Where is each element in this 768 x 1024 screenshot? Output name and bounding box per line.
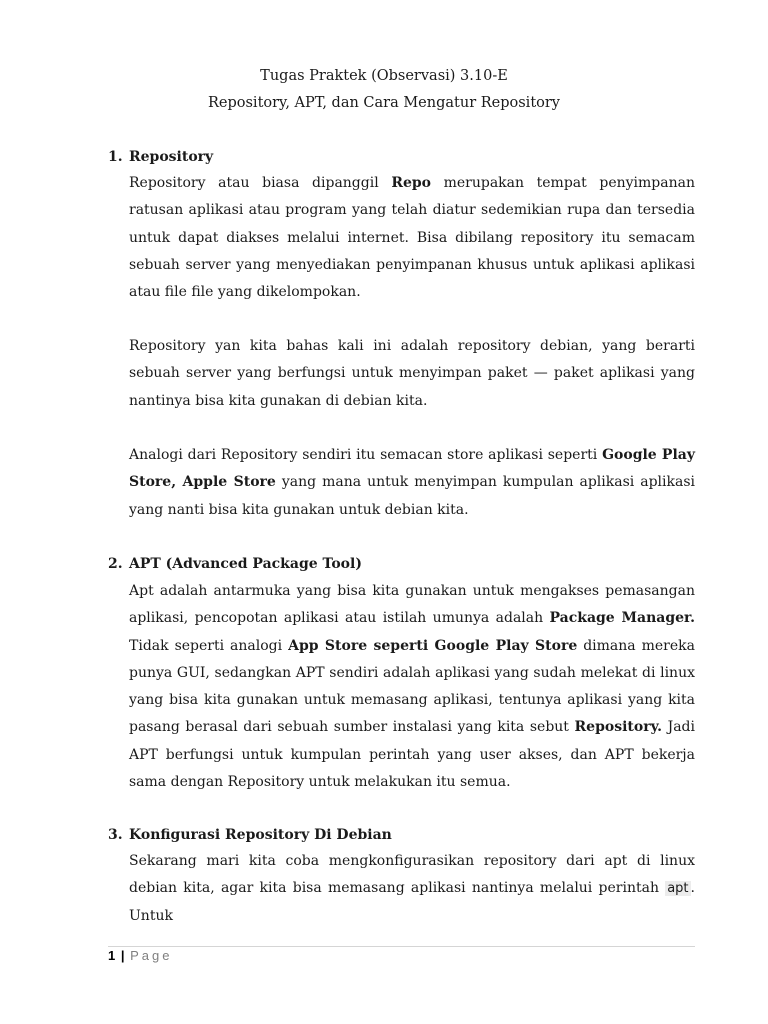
section-title: APT (Advanced Package Tool) xyxy=(129,556,362,572)
text-run: Tidak seperti analogi xyxy=(129,637,289,654)
page-label: Page xyxy=(130,948,173,963)
text-run: yang mana untuk menyimpan kumpulan aplikasi aplikasi yang nanti bisa kita gunakan untuk debian kita. xyxy=(129,474,696,518)
text-run: . Untuk xyxy=(129,880,695,924)
paragraph xyxy=(129,848,695,930)
section-title: Konfigurasi Repository Di Debian xyxy=(129,827,392,843)
document-subtitle: Repository, APT, dan Cara Mengatur Repository xyxy=(207,95,560,111)
text-run: Sekarang mari kita coba mengkonfigurasikan repository dari apt di linux debian kita, agar kita bisa memasang aplikasi nantinya melalui perintah xyxy=(129,853,695,897)
paragraph xyxy=(129,170,695,306)
text-run: Analogi dari Repository sendiri itu semacan store aplikasi seperti xyxy=(129,447,603,463)
document-title: Tugas Praktek (Observasi) 3.10-E xyxy=(260,68,508,84)
text-run: Jadi APT berfungsi untuk kumpulan perintah yang user akses, dan APT bekerja sama dengan Repository untuk melakukan itu semua. xyxy=(129,719,695,791)
section-number: 1. xyxy=(108,149,123,165)
inline-code: apt xyxy=(667,881,689,897)
section-title: Repository xyxy=(129,149,214,165)
bold-text: Repo xyxy=(391,175,431,191)
text-run: Apt adalah antarmuka yang bisa kita gunakan untuk mengakses pemasangan aplikasi, pencopotan aplikasi atau istilah umunya adalah xyxy=(129,583,695,627)
footer-separator: | xyxy=(120,948,125,963)
text-run: Repository yan kita bahas kali ini adalah repository debian, yang berarti sebuah server yang berfungsi untuk menyimpan paket — paket aplikasi yang nantinya bisa kita gunakan di debian kita. xyxy=(129,338,695,409)
text-run: dimana mereka punya GUI, sedangkan APT sendiri adalah aplikasi yang sudah melekat di linux yang bisa kita gunakan untuk memasang aplikasi, tentunya aplikasi yang kita pasang berasal dari sebuah sumber instalasi yang kita sebut xyxy=(129,637,695,736)
paragraph xyxy=(129,578,695,796)
footer-divider xyxy=(108,946,695,947)
page-footer xyxy=(108,948,173,963)
section-number: 2. xyxy=(108,556,123,572)
paragraph xyxy=(129,442,695,524)
page-number: 1 xyxy=(108,948,116,963)
bold-text: Package Manager. xyxy=(549,610,695,627)
bold-text: App Store seperti Google Play Store xyxy=(288,637,578,654)
text-run: merupakan tempat penyimpanan ratusan aplikasi atau program yang telah diatur sedemikian rupa dan tersedia untuk dapat diakses melalui internet. Bisa dibilang repository itu semacam sebuah server yang menyediakan penyimpanan khusus untuk aplikasi aplikasi atau file file yang dikelompokan. xyxy=(129,175,695,301)
bold-text: Repository. xyxy=(574,719,662,736)
paragraph xyxy=(129,333,695,415)
bold-text: Google Play Store, Apple Store xyxy=(129,447,695,491)
text-run: Repository atau biasa dipanggil xyxy=(129,175,392,191)
section-number: 3. xyxy=(108,827,123,843)
